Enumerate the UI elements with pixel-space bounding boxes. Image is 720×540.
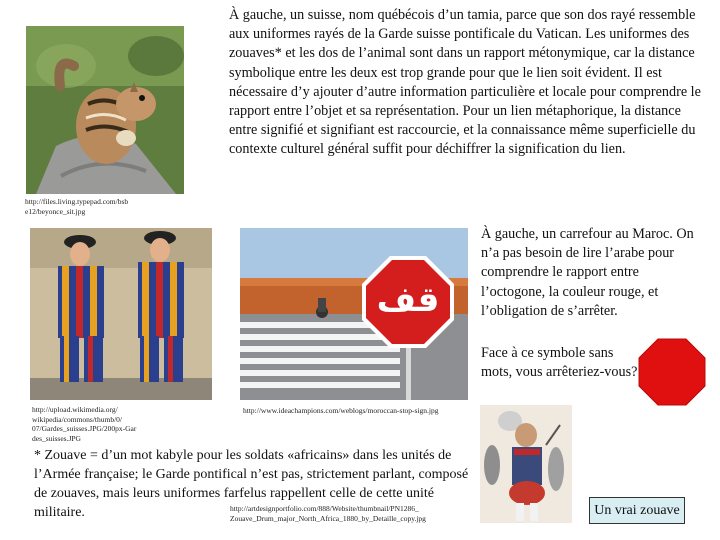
vrai-zouave-label: Un vrai zouave	[589, 497, 685, 524]
chipmunk-caption: http://files.living.typepad.com/bsb e12/beyonce_sit.jpg	[25, 197, 129, 216]
swiss-guards-photo	[30, 228, 212, 400]
stop-sign-arabic-text: قف	[376, 280, 440, 320]
maroc-paragraph: À gauche, un carrefour au Maroc. On n’a pas besoin de lire l’arabe pour comprendre le rapport entre l’octogone, la couleur rouge, et l’obligation de s’arrêter.	[481, 226, 694, 319]
zouave-footnote-text: * Zouave = d’un mot kabyle pour les soldats «africains» dans les unités de l’Armée française; le Garde pontifical n’est pas, strictement parlant, composé de zouaves, mais leurs uniformes farfelus rappellent celle de cette unité militaire.	[34, 448, 469, 520]
moroccan-stop-sign-photo	[240, 228, 468, 400]
guards-caption: http://upload.wikimedia.org/ wikipedia/commons/thumb/0/ 07/Gardes_suisses.JPG/200px-Gar des_suisses.JPG	[32, 405, 137, 443]
symbole-question: Face à ce symbole sans mots, vous arrêteriez-vous?	[481, 345, 638, 381]
chipmunk-photo	[26, 26, 184, 194]
red-octagon-symbol	[638, 338, 706, 406]
stop-caption: http://www.ideachampions.com/weblogs/moroccan-stop-sign.jpg	[243, 406, 439, 415]
zouave-caption: http://artdesignportfolio.com/888/Website/thumbnail/PN1286_ Zouave_Drum_major_North_Africa_1880_by_Detaille_copy.jpg	[230, 504, 426, 523]
zouave-illustration	[480, 405, 572, 523]
tamia-paragraph: À gauche, un suisse, nom québécois d’un tamia, parce que son dos rayé ressemble aux uniformes rayés de la Garde suisse pontificale du Vatican. Les uniformes des zouaves* et les dos de l’animal sont dans un rapport métonymique, car la distance symbolique entre les deux est trop grande pour que le lien soit évident. Il est nécessaire d’y ajouter d’autre information particulière et locale pour comprendre le rapport entre l’objet et sa représentation. Pour un lien métaphorique, la distance entre signifié et signifiant est raccourcie, et la connaissance même superficielle du contexte culturel général suffit pour déchiffrer la signification du lien.	[229, 7, 701, 158]
